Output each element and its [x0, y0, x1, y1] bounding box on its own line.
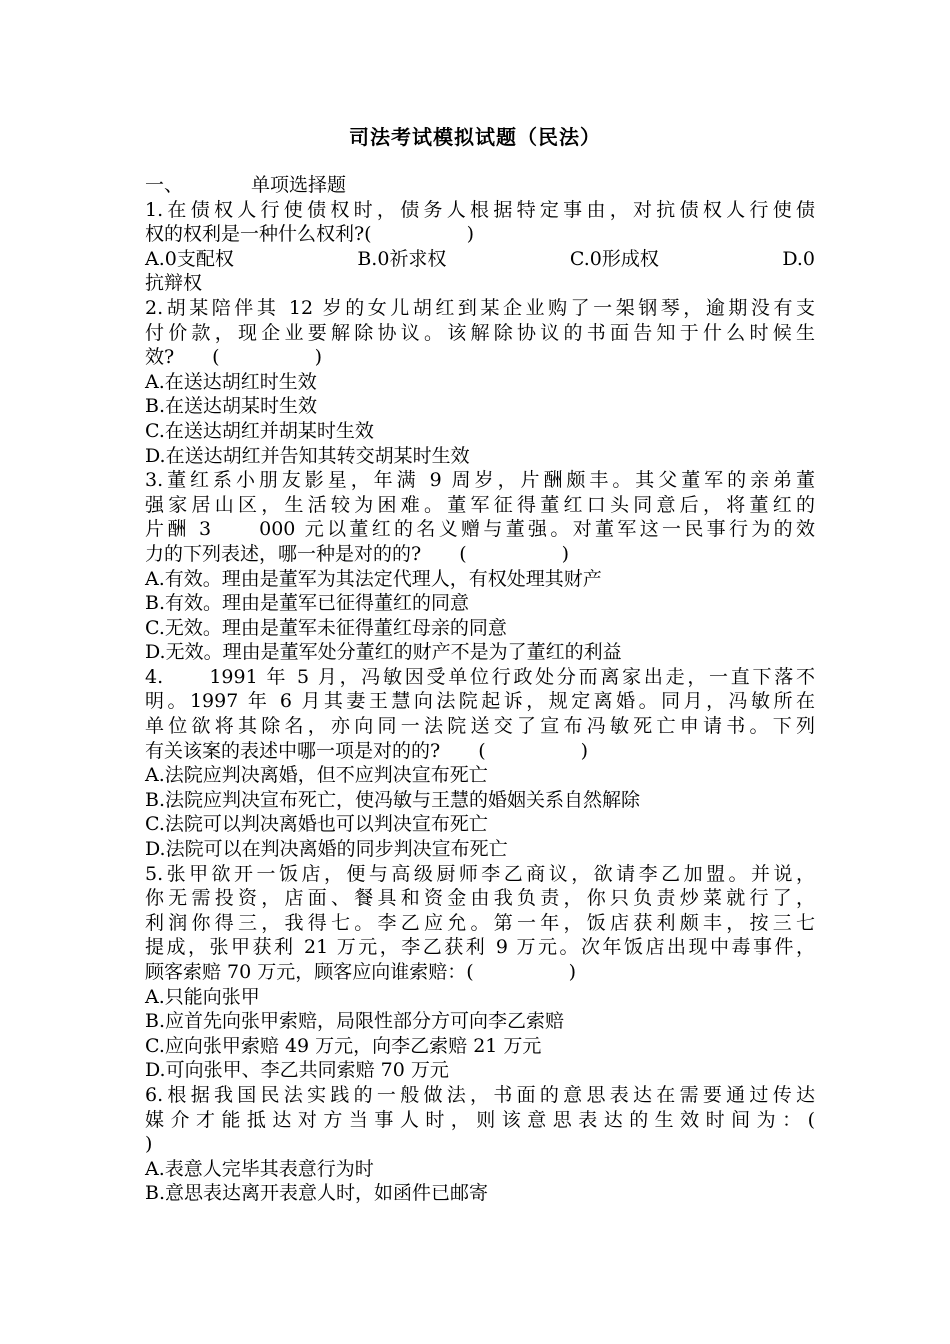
- question-3-option-a: A.有效。理由是董军为其法定代理人，有权处理其财产: [145, 567, 602, 590]
- question-5-option-a: A.只能向张甲: [145, 985, 260, 1008]
- question-3-stem-line-1: 3.董红系小朋友影星，年满 9 周岁，片酬颇丰。其父董军的亲弟董: [145, 469, 815, 492]
- question-2-option-b: B.在送达胡某时生效: [145, 395, 318, 418]
- question-6-stem-line-3: ): [145, 1133, 153, 1156]
- question-5-option-c: C.应向张甲索赔 49 万元，向李乙索赔 21 万元: [145, 1034, 542, 1057]
- question-1-option-d-part-1: D.0: [782, 247, 815, 270]
- question-1-stem-line-1: 1.在债权人行使债权时，债务人根据特定事由，对抗债权人行使债: [145, 198, 815, 221]
- question-3-stem-line-3: 片酬 3 000 元以董红的名义赠与董强。对董军这一民事行为的效: [145, 518, 815, 541]
- question-1-stem-line-2: 权的权利是一种什么权利?( ): [145, 223, 475, 246]
- question-3-stem-line-4: 力的下列表述，哪一种是对的的? ( ): [145, 542, 570, 565]
- question-5-stem-line-1: 5.张甲欲开一饭店，便与高级厨师李乙商议，欲请李乙加盟。并说，: [145, 862, 815, 885]
- question-1-option-c: C.0形成权: [569, 247, 659, 270]
- question-1-option-d-part-2: 抗辩权: [145, 272, 203, 295]
- question-6-stem-line-1: 6.根据我国民法实践的一般做法，书面的意思表达在需要通过传达: [145, 1083, 815, 1106]
- question-4-stem-line-2: 明。1997 年 6 月其妻王慧向法院起诉，规定离婚。同月，冯敏所在: [145, 690, 815, 713]
- question-1-options-row: [145, 247, 815, 272]
- question-4-option-d: D.法院可以在判决离婚的同步判决宣布死亡: [145, 838, 508, 861]
- question-5-stem-line-3: 利润你得三，我得七。李乙应允。第一年，饭店获利颇丰，按三七: [145, 911, 815, 934]
- question-1-option-a: A.0支配权: [145, 247, 234, 270]
- question-5-option-b: B.应首先向张甲索赔，局限性部分方可向李乙索赔: [145, 1010, 565, 1033]
- question-6-option-b: B.意思表达离开表意人时，如函件已邮寄: [145, 1182, 489, 1205]
- question-5-option-d: D.可向张甲、李乙共同索赔 70 万元: [145, 1059, 449, 1082]
- question-4-option-c: C.法院可以判决离婚也可以判决宣布死亡: [145, 813, 488, 836]
- question-5-stem-line-2: 你无需投资，店面、餐具和资金由我负责，你只负责炒菜就行了，: [145, 887, 815, 910]
- question-3-stem-line-2: 强家居山区，生活较为困难。董军征得董红口头同意后，将董红的: [145, 493, 815, 516]
- question-1-option-b: B.0祈求权: [357, 247, 447, 270]
- document-body: [145, 173, 815, 1206]
- section-title: 单项选择题: [251, 174, 347, 196]
- question-2-option-a: A.在送达胡红时生效: [145, 370, 317, 393]
- question-3-option-c: C.无效。理由是董军未征得董红母亲的同意: [145, 616, 507, 639]
- question-6-option-a: A.表意人完毕其表意行为时: [145, 1157, 374, 1180]
- page-title: 司法考试模拟试题（民法）: [349, 125, 601, 149]
- question-4-stem-line-1: 4. 1991 年 5 月，冯敏因受单位行政处分而离家出走，一直下落不: [145, 665, 815, 688]
- question-5-stem-line-5: 顾客索赔 70 万元，顾客应向谁索赔：( ): [145, 961, 577, 983]
- question-2-stem-line-2: 付价款，现企业要解除协议。该解除协议的书面告知于什么时候生: [145, 321, 815, 344]
- question-2-option-c: C.在送达胡红并胡某时生效: [145, 419, 374, 442]
- question-5-stem-line-4: 提成，张甲获利 21 万元，李乙获利 9 万元。次年饭店出现中毒事件，: [145, 936, 815, 959]
- section-heading: [145, 173, 815, 198]
- question-2-stem-line-1: 2.胡某陪伴其 12 岁的女儿胡红到某企业购了一架钢琴，逾期没有支: [145, 296, 815, 319]
- question-6-stem-line-2: 媒介才能抵达对方当事人时，则该意思表达的生效时间为：(: [145, 1108, 815, 1131]
- question-4-option-b: B.法院应判决宣布死亡，使冯敏与王慧的婚姻关系自然解除: [145, 788, 641, 811]
- section-number: 一、: [145, 174, 184, 196]
- question-4-stem-line-3: 单位欲将其除名，亦向同一法院送交了宣布冯敏死亡申请书。下列: [145, 715, 815, 738]
- question-3-option-b: B.有效。理由是董军已征得董红的同意: [145, 592, 470, 615]
- question-2-option-d: D.在送达胡红并告知其转交胡某时生效: [145, 444, 470, 467]
- question-4-option-a: A.法院应判决离婚，但不应判决宣布死亡: [145, 764, 488, 787]
- question-4-stem-line-4: 有关该案的表述中哪一项是对的的? ( ): [145, 739, 589, 762]
- question-2-stem-line-3: 效? ( ): [145, 346, 323, 369]
- question-3-option-d: D.无效。理由是董军处分董红的财产不是为了董红的利益: [145, 641, 622, 664]
